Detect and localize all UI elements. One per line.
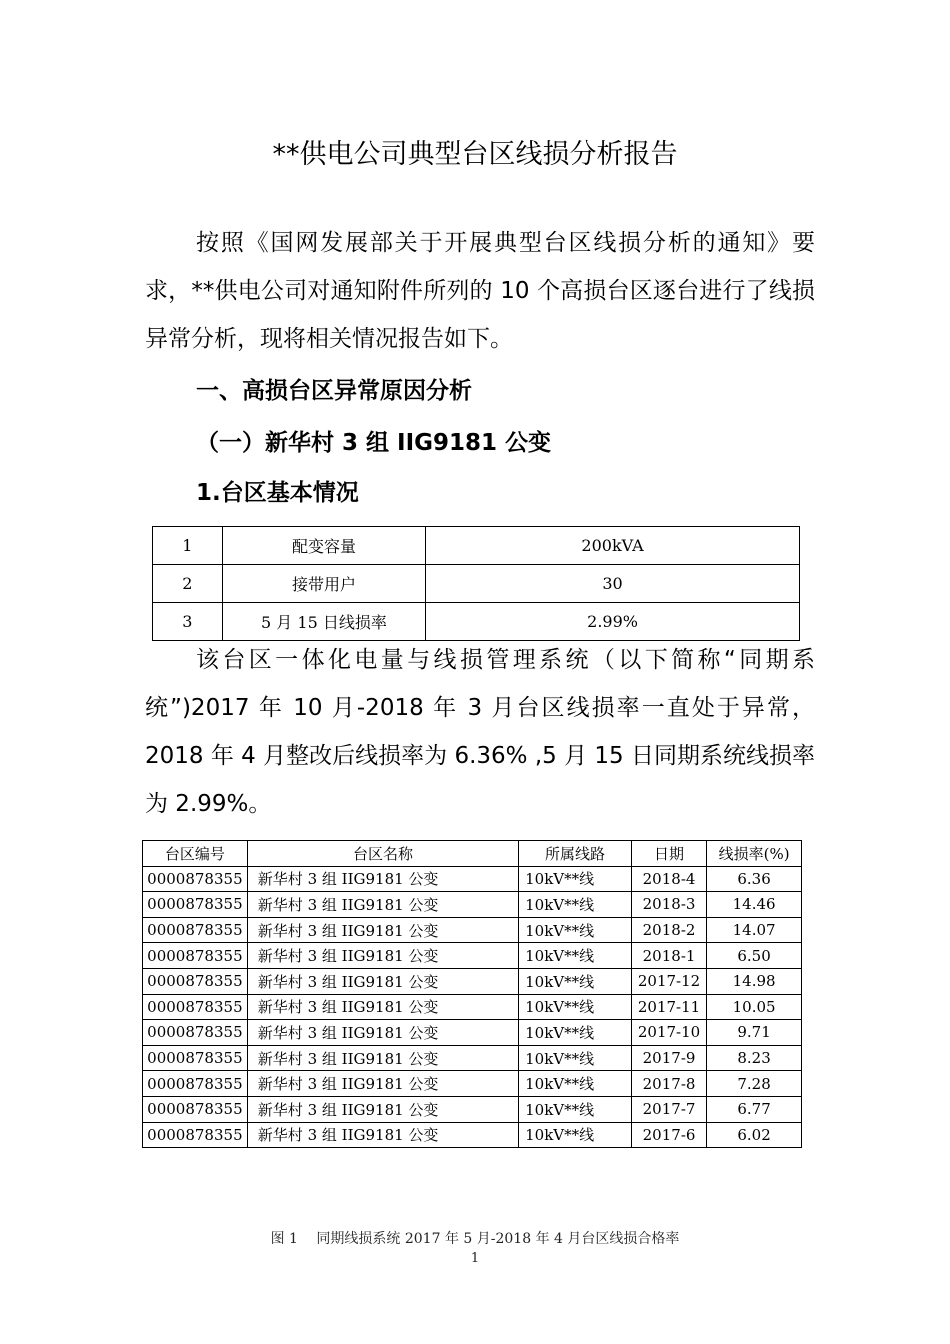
table-cell: 10kV**线 [519,968,632,994]
table-cell: 新华村 3 组 IIG9181 公变 [247,1096,518,1122]
table-cell: 0000878355 [143,917,248,943]
basic-info-table [152,526,800,641]
table-cell: 5 月 15 日线损率 [222,603,425,641]
table-cell: 配变容量 [222,527,425,565]
analysis-paragraph: 该台区一体化电量与线损管理系统（以下简称“同期系统”)2017 年 10 月-2018 年 3 月台区线损率一直处于异常，2018 年 4 月整改后线损率为 6.36% ,5 月 15 日同期系统线损率为 2.99%。 [145,647,815,817]
table-cell: 10.05 [707,994,802,1020]
subsubsection-heading: 1.台区基本情况 [196,480,359,506]
table-cell: 2018-1 [631,943,706,969]
table-cell: 新华村 3 组 IIG9181 公变 [247,994,518,1020]
table-row [143,1122,802,1148]
table-cell: 14.98 [707,968,802,994]
table-row [143,1045,802,1071]
table-cell: 2 [153,565,223,603]
table-cell: 14.07 [707,917,802,943]
table-row [153,527,800,565]
table-cell: 0000878355 [143,866,248,892]
table-cell: 2017-12 [631,968,706,994]
table-cell: 2018-3 [631,892,706,918]
table-row [143,968,802,994]
table-cell: 2017-7 [631,1096,706,1122]
table-cell: 9.71 [707,1020,802,1046]
header-cell: 线损率(%) [707,841,802,867]
table-cell: 10kV**线 [519,943,632,969]
table-cell: 新华村 3 组 IIG9181 公变 [247,1071,518,1097]
table-cell: 新华村 3 组 IIG9181 公变 [247,1020,518,1046]
table-cell: 新华村 3 组 IIG9181 公变 [247,917,518,943]
table-row [153,565,800,603]
table-row [143,1096,802,1122]
document-title: **供电公司典型台区线损分析报告 [272,139,678,170]
table-cell: 0000878355 [143,1071,248,1097]
table-cell: 新华村 3 组 IIG9181 公变 [247,1045,518,1071]
table-cell: 新华村 3 组 IIG9181 公变 [247,1122,518,1148]
table-cell: 2018-2 [631,917,706,943]
table-cell: 新华村 3 组 IIG9181 公变 [247,866,518,892]
table-cell: 0000878355 [143,1020,248,1046]
table-cell: 10kV**线 [519,1045,632,1071]
table-cell: 新华村 3 组 IIG9181 公变 [247,892,518,918]
table-cell: 10kV**线 [519,866,632,892]
table-cell: 8.23 [707,1045,802,1071]
table-cell: 0000878355 [143,994,248,1020]
table-cell: 14.46 [707,892,802,918]
table-cell: 接带用户 [222,565,425,603]
table-cell: 2017-10 [631,1020,706,1046]
table-row [143,943,802,969]
line-loss-table [142,840,802,1148]
table-header-row [143,841,802,867]
table-row [143,866,802,892]
subsection-heading: （一）新华村 3 组 IIG9181 公变 [196,430,552,456]
table-cell: 200kVA [426,527,800,565]
table-cell: 新华村 3 组 IIG9181 公变 [247,968,518,994]
table-cell: 0000878355 [143,1045,248,1071]
header-cell: 日期 [631,841,706,867]
header-cell: 台区名称 [247,841,518,867]
table-cell: 10kV**线 [519,917,632,943]
table-cell: 6.36 [707,866,802,892]
table-cell: 0000878355 [143,1122,248,1148]
table-cell: 10kV**线 [519,994,632,1020]
table-cell: 0000878355 [143,943,248,969]
table-row [153,603,800,641]
table-cell: 30 [426,565,800,603]
table-cell: 10kV**线 [519,1020,632,1046]
table-cell: 0000878355 [143,968,248,994]
table-cell: 2017-8 [631,1071,706,1097]
table-cell: 0000878355 [143,1096,248,1122]
table-row [143,892,802,918]
table-row [143,1020,802,1046]
table-cell: 10kV**线 [519,1071,632,1097]
table-row [143,1071,802,1097]
table-cell: 2017-11 [631,994,706,1020]
table-row [143,994,802,1020]
header-cell: 所属线路 [519,841,632,867]
table-cell: 1 [153,527,223,565]
table-cell: 2.99% [426,603,800,641]
table-cell: 10kV**线 [519,1096,632,1122]
table-cell: 2018-4 [631,866,706,892]
table-cell: 2017-9 [631,1045,706,1071]
table-cell: 3 [153,603,223,641]
figure-caption: 图 1 同期线损系统 2017 年 5 月-2018 年 4 月台区线损合格率 [270,1231,680,1247]
page-number: 1 [470,1251,480,1266]
table-cell: 6.50 [707,943,802,969]
section-heading: 一、高损台区异常原因分析 [196,378,472,404]
intro-paragraph: 按照《国网发展部关于开展典型台区线损分析的通知》要求，**供电公司对通知附件所列的 10 个高损台区逐台进行了线损异常分析，现将相关情况报告如下。 [145,230,815,352]
table-cell: 10kV**线 [519,1122,632,1148]
table-row [143,917,802,943]
table-cell: 2017-6 [631,1122,706,1148]
table-cell: 7.28 [707,1071,802,1097]
table-cell: 新华村 3 组 IIG9181 公变 [247,943,518,969]
table-cell: 0000878355 [143,892,248,918]
table-cell: 10kV**线 [519,892,632,918]
table-cell: 6.02 [707,1122,802,1148]
header-cell: 台区编号 [143,841,248,867]
table-cell: 6.77 [707,1096,802,1122]
